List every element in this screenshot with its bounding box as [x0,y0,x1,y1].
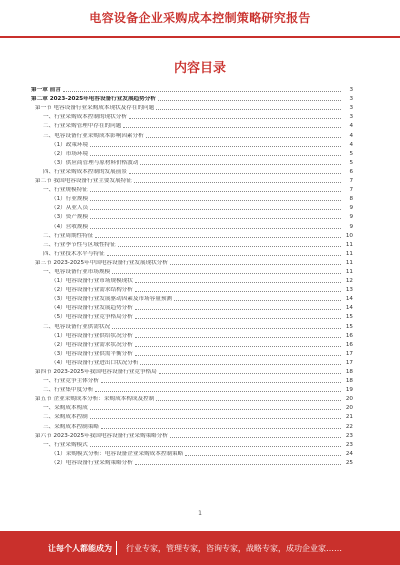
toc-entry[interactable] [31,211,353,220]
toc-leader-dots [90,200,341,201]
toc-entry-page: 4 [349,123,353,130]
toc-entry[interactable] [31,330,353,339]
toc-entry[interactable] [31,284,353,293]
toc-entry-label: （2）电容设备行业需求状况分析 [51,341,133,348]
toc-entry-page: 21 [345,414,353,421]
toc-entry-label: （2）电容设备行业需求结构分析 [51,287,133,294]
toc-entry-label: （4）电容设备行业进出口状况分析 [51,359,139,366]
toc-entry[interactable] [31,166,353,175]
toc-entry-label: 一、行业规模特征 [43,187,88,194]
toc-entry[interactable] [31,148,353,157]
toc-entry[interactable] [31,302,353,311]
toc-entry-page: 7 [349,178,353,185]
toc-entry-label: 第二节 我国电容设备行业主要发展特征 [35,178,132,185]
toc-entry[interactable] [31,375,353,384]
toc-leader-dots [135,337,341,338]
toc-entry[interactable] [31,193,353,202]
toc-entry[interactable] [31,311,353,320]
toc-entry-label: 第一节 电容设备行业采购成本现状及存在的问题 [35,105,155,112]
toc-entry-label: 第五节 企业采购成本分析：采购成本构成及控制 [35,396,155,403]
page-number: 1 [198,510,202,517]
toc-entry[interactable] [31,184,353,193]
toc-leader-dots [90,446,341,447]
toc-entry-page: 3 [349,96,353,103]
toc-leader-dots [90,218,341,219]
toc-entry-label: 第一章 前言 [31,87,61,94]
toc-entry-label: 第二章 2023-2025年电容设备行业发展趋势分析 [31,96,156,103]
toc-entry-label: 三、行业季节性与区域性特征 [43,241,116,248]
toc-entry-page: 8 [349,196,353,203]
toc-entry-page: 3 [349,114,353,121]
toc-entry-label: （3）供应商管理与原材料价格波动 [51,159,139,166]
toc-entry-label: （2）电容设备行业采购策略分析 [51,459,133,466]
toc-entry-page: 24 [345,450,353,457]
toc-entry-label: 一、电容设备行业市场规模 [43,268,111,275]
toc-entry[interactable] [31,448,353,457]
toc-entry[interactable] [31,202,353,211]
toc-entry-page: 20 [345,396,353,403]
toc-entry[interactable] [31,275,353,284]
toc-leader-dots [95,237,341,238]
toc-leader-dots [135,346,341,347]
toc-leader-dots [112,273,341,274]
toc-entry[interactable] [31,348,353,357]
toc-heading: 内容目录 [173,61,226,76]
toc-entry-label: 一、采购成本构成 [43,405,88,412]
toc-entry-label: （2）从业人员 [51,205,89,212]
toc-entry[interactable] [31,366,353,375]
toc-entry-label: （1）政策环境 [51,141,89,148]
toc-leader-dots [174,300,341,301]
toc-leader-dots [112,328,341,329]
toc-entry[interactable] [31,293,353,302]
toc-entry-label: 二、行业周期性特征 [43,232,94,239]
toc-entry-page: 4 [349,132,353,139]
toc-entry-page: 10 [345,232,353,239]
toc-entry[interactable] [31,393,353,402]
footer-slogan-right: 行业专家，管理专家，咨询专家，战略专家，成功企业家…… [126,544,342,553]
toc-entry-label: 四、行业技术水平与特征 [43,250,105,257]
toc-entry-label: （4）电容设备行业发展趋势分析 [51,305,133,312]
toc-leader-dots [134,182,341,183]
toc-entry-page: 9 [349,223,353,230]
toc-entry-label: （3）电容设备行业发展驱动因素及市场容量预测 [51,296,173,303]
toc-entry-page: 22 [345,423,353,430]
toc-leader-dots [135,309,341,310]
toc-entry[interactable] [31,457,353,466]
toc-entry-page: 3 [349,105,353,112]
toc-entry-label: 一、行业采购模式 [43,441,88,448]
toc-entry-page: 15 [345,314,353,321]
toc-entry[interactable] [31,339,353,348]
toc-leader-dots [158,100,341,101]
toc-entry[interactable] [31,257,353,266]
toc-entry-label: 二、行业采购管理中存在的问题 [43,123,122,130]
toc-leader-dots [123,127,341,128]
toc-entry[interactable] [31,439,353,448]
toc-leader-dots [135,282,341,283]
toc-entry-page: 11 [345,268,353,275]
toc-leader-dots [95,391,341,392]
toc-entry-page: 23 [345,441,353,448]
toc-leader-dots [140,364,341,365]
toc-entry-page: 18 [345,369,353,375]
toc-entry-page: 9 [349,214,353,221]
toc-entry[interactable] [31,84,353,93]
toc-entry-label: （4）营收规模 [51,223,89,230]
toc-leader-dots [170,437,341,438]
toc-entry-page: 17 [345,359,353,366]
toc-entry-page: 7 [349,187,353,194]
toc-leader-dots [90,209,341,210]
toc-entry[interactable] [31,320,353,329]
toc-entry-label: （2）市场环境 [51,150,89,157]
toc-leader-dots [90,228,341,229]
toc-entry-label: （1）行业规模 [51,196,89,203]
toc-entry-label: 一、行业竞争主体分析 [43,378,99,385]
toc-entry-label: 第三节 2023-2025年中国电容设备行业发展现状分析 [35,259,168,266]
toc-entry-label: （5）电容设备行业竞争格局分析 [51,314,133,321]
toc-entry-page: 9 [349,205,353,212]
toc-entry-page: 5 [349,150,353,157]
toc-entry[interactable] [31,266,353,275]
toc-entry[interactable] [31,430,353,439]
toc-entry-page: 19 [345,387,353,394]
report-header [0,0,400,38]
toc-leader-dots [90,418,341,419]
toc-entry[interactable] [31,139,353,148]
toc-entry-label: 第四节 2023-2025年我国电容设备行业竞争格局 [35,369,157,375]
toc-entry[interactable] [31,120,353,129]
toc-entry-label: 二、电容设备行业供需状况 [43,323,111,330]
footer-banner [0,531,400,565]
toc-entry-page: 5 [349,159,353,166]
toc-entry[interactable] [31,129,353,138]
toc-entry[interactable] [31,384,353,393]
toc-entry[interactable] [31,175,353,184]
footer-slogan-left: 让每个人都能成为 [48,544,112,553]
toc-leader-dots [129,173,341,174]
toc-entry-page: 11 [345,259,353,266]
toc-entry-page: 11 [345,250,353,257]
footer-divider [116,541,117,555]
toc-leader-dots [107,255,341,256]
toc-entry-page: 25 [345,459,353,466]
toc-entry-page: 4 [349,141,353,148]
toc-entry-page: 18 [345,378,353,385]
toc-entry[interactable] [31,239,353,248]
toc-entry-page: 3 [349,87,353,94]
toc-entry-page: 20 [345,405,353,412]
toc-leader-dots [90,146,341,147]
toc-entry[interactable] [31,248,353,257]
toc-entry-label: （1）电容设备行业供给状况分析 [51,332,133,339]
toc-entry-page: 15 [345,323,353,330]
toc-entry-page: 14 [345,296,353,303]
toc-leader-dots [101,382,341,383]
toc-leader-dots [90,155,341,156]
toc-entry-label: （3）资产规模 [51,214,89,221]
toc-entry-page: 16 [345,341,353,348]
toc-entry-page: 6 [349,168,353,175]
toc-entry-label: 二、采购成本控制 [43,414,88,421]
toc-leader-dots [159,373,341,374]
toc-entry[interactable] [31,402,353,411]
toc-entry[interactable] [31,411,353,420]
toc-entry-label: （3）电容设备行业供需平衡分析 [51,350,133,357]
toc-leader-dots [135,464,341,465]
report-title: 电容设备企业采购成本控制策略研究报告 [89,11,311,25]
toc-leader-dots [135,318,341,319]
toc-leader-dots [129,118,341,119]
toc-entry-label: （1）采购模式分析：电容设备企业采购成本控制策略 [51,450,184,457]
toc-leader-dots [140,164,341,165]
toc-leader-dots [156,400,341,401]
toc-entry[interactable] [31,357,353,366]
toc-entry-page: 12 [345,278,353,285]
toc-leader-dots [135,291,341,292]
toc-entry-page: 17 [345,350,353,357]
toc-entry-label: 四、行业采购成本控制的发展前景 [43,168,127,175]
toc-leader-dots [118,246,341,247]
toc-entry[interactable] [31,420,353,429]
toc-entry[interactable] [31,230,353,239]
toc-leader-dots [90,409,341,410]
toc-entry-page: 23 [345,432,353,439]
toc-leader-dots [146,137,341,138]
toc-leader-dots [170,264,341,265]
toc-leader-dots [101,428,341,429]
toc-leader-dots [185,455,341,456]
toc-entry[interactable] [31,111,353,120]
toc-leader-dots [63,91,341,92]
toc-leader-dots [90,191,341,192]
table-of-contents [31,84,353,466]
toc-leader-dots [135,355,341,356]
toc-entry[interactable] [31,102,353,111]
toc-entry-page: 16 [345,332,353,339]
toc-entry-label: 第六节 2023-2025年我国电容设备行业采购策略分析 [35,432,168,439]
toc-entry-page: 11 [345,241,353,248]
toc-entry[interactable] [31,220,353,229]
toc-entry-page: 14 [345,305,353,312]
toc-entry-label: 三、采购成本控制策略 [43,423,99,430]
toc-leader-dots [156,109,341,110]
toc-entry[interactable] [31,157,353,166]
toc-entry-label: （1）电容设备行业市场规模现状 [51,278,133,285]
toc-entry-page: 13 [345,287,353,294]
toc-entry[interactable] [31,93,353,102]
toc-entry-label: 二、行业集中度分析 [43,387,94,394]
toc-entry-label: 三、电容设备行业采购成本影响因素分析 [43,132,144,139]
toc-entry-label: 一、行业采购成本控制的现状分析 [43,114,127,121]
